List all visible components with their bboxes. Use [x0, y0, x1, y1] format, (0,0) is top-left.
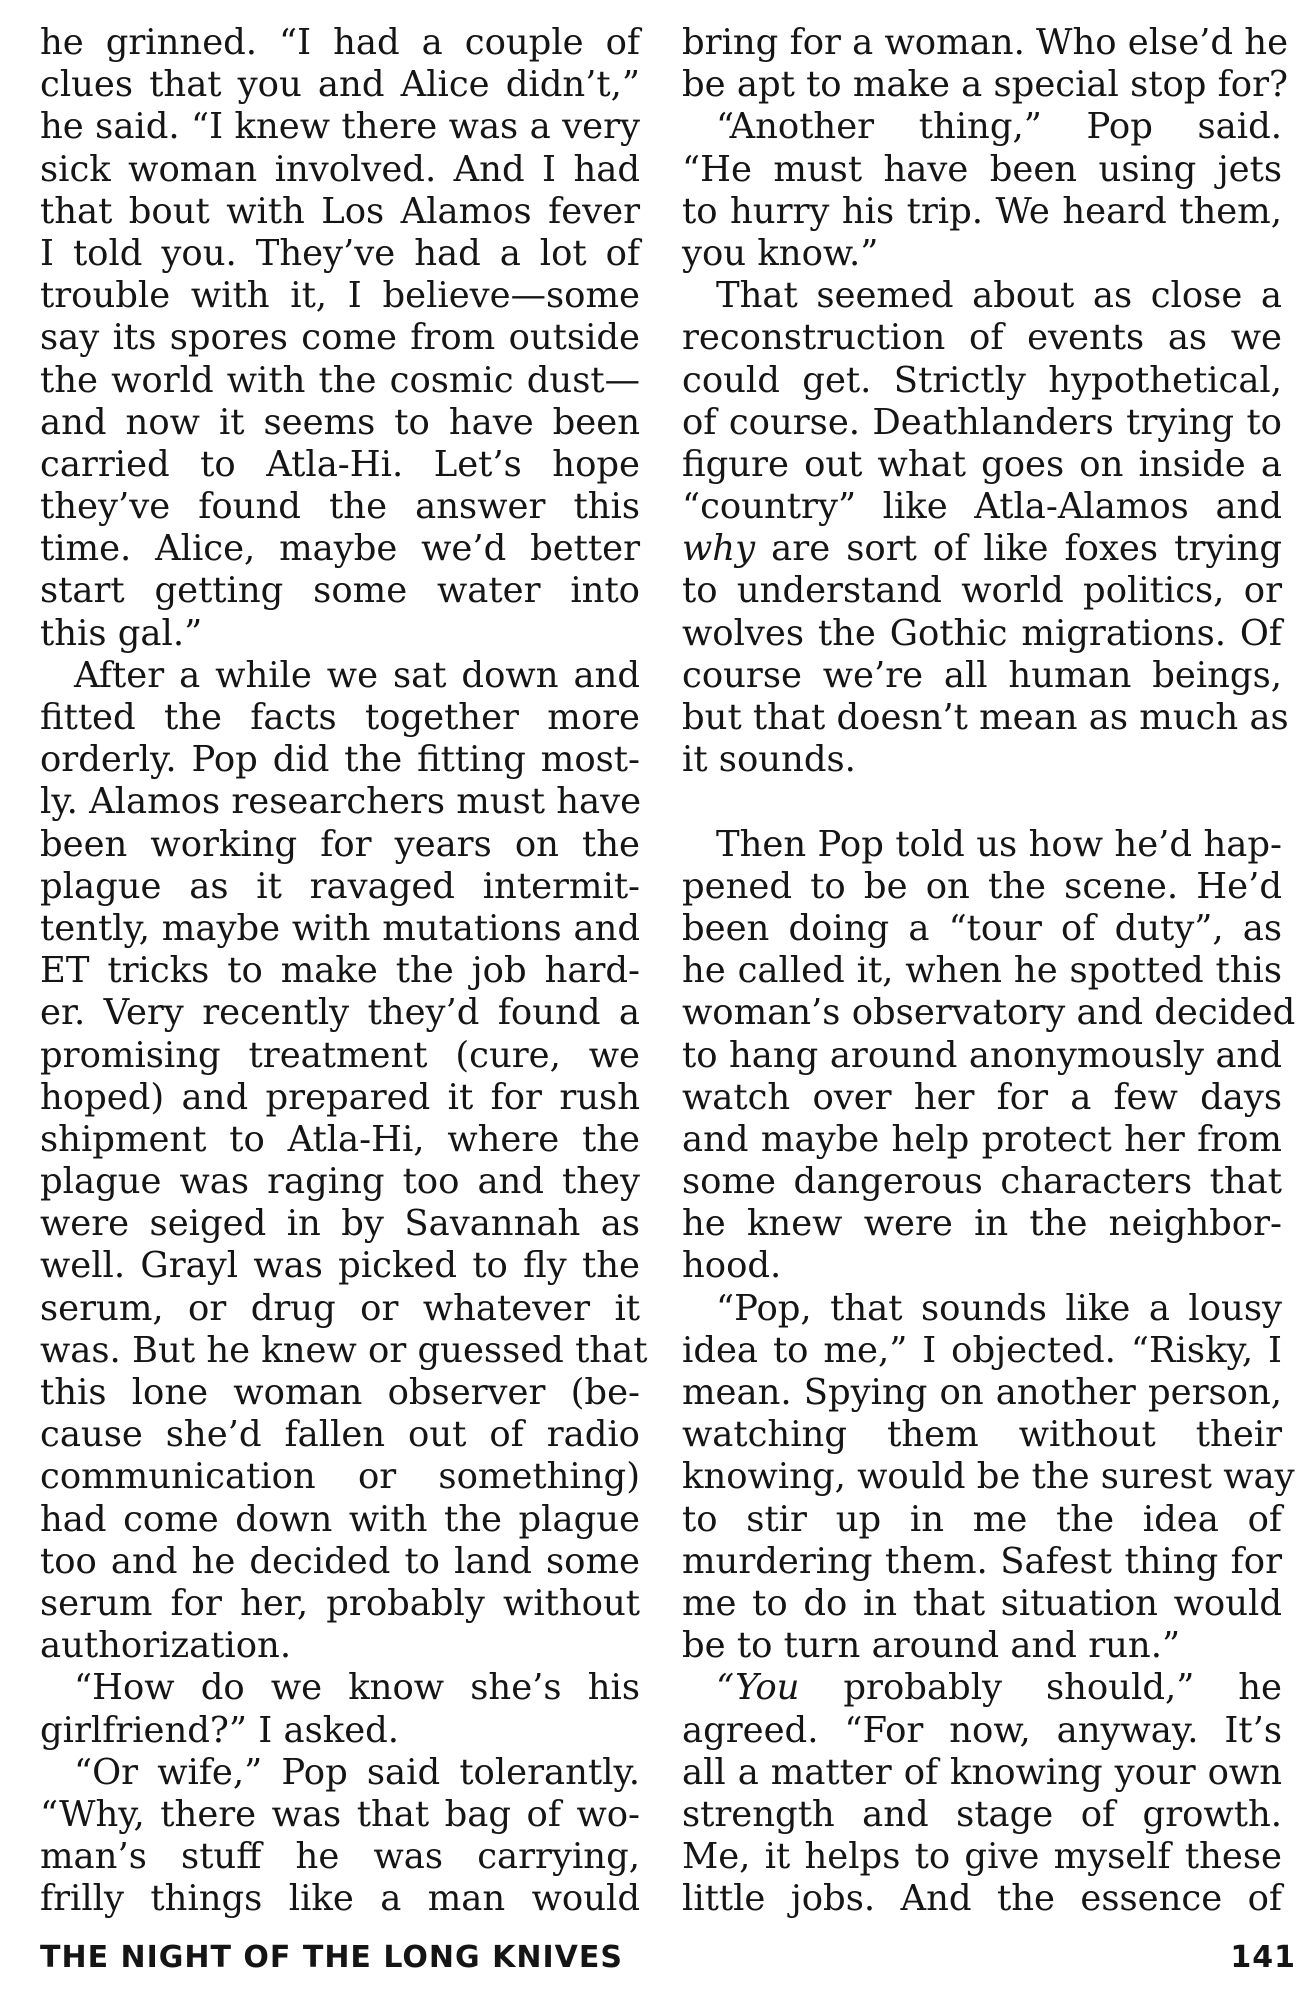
text-line: knowing, would be the surest way	[682, 1456, 1295, 1498]
text-line	[682, 528, 1282, 570]
text-line: carried to Atla-Hi. Let’s hope	[40, 443, 640, 485]
text-line: serum for her, probably without	[40, 1582, 640, 1624]
running-title: THE NIGHT OF THE LONG KNIVES	[40, 1940, 623, 1975]
text-line: idea to me,” I objected. “Risky, I	[682, 1329, 1282, 1371]
text-line: trouble with it, I believe—some	[40, 275, 640, 317]
text-line: man’s stuff he was carrying,	[40, 1836, 640, 1878]
text-line: he said. “I knew there was a very	[40, 106, 640, 148]
text-line: murdering them. Safest thing for	[682, 1540, 1282, 1582]
text-line: pened to be on the scene. He’d	[682, 865, 1282, 907]
text-line: too and he decided to land some	[40, 1540, 640, 1582]
text-line: mean. Spying on another person,	[682, 1372, 1282, 1413]
right-text-column	[682, 22, 1296, 1920]
text-line: start getting some water into	[40, 570, 640, 612]
text-line: plague as it ravaged intermit-	[40, 865, 640, 907]
text-line: all a matter of knowing your own	[682, 1751, 1282, 1793]
text-line: the world with the cosmic dust—	[40, 359, 640, 401]
text-line: to stir up in me the idea of	[682, 1498, 1282, 1540]
text-line: cause she’d fallen out of radio	[40, 1414, 640, 1456]
text-line: this lone woman observer (be-	[40, 1372, 640, 1413]
text-line: hood.	[682, 1245, 782, 1287]
text-line: After a while we sat down and	[74, 654, 640, 696]
text-line: I told you. They’ve had a lot of	[40, 232, 640, 274]
text-line: were seiged in by Savannah as	[40, 1203, 640, 1245]
paragraph-gap	[682, 781, 1282, 823]
text-line: it sounds.	[682, 739, 856, 781]
text-line: me to do in that situation would	[682, 1582, 1282, 1624]
text-line: say its spores come from outside	[40, 317, 640, 359]
text-line: “He must have been using jets	[682, 148, 1282, 190]
text-line: to understand world politics, or	[682, 570, 1282, 612]
text-line: some dangerous characters that	[682, 1161, 1282, 1203]
text-line: serum, or drug or whatever it	[40, 1287, 640, 1329]
text-line: be to turn around and run.”	[682, 1625, 1181, 1667]
italic-word: why	[682, 528, 756, 570]
text-line: to hang around anonymously and	[682, 1034, 1282, 1076]
text-line: he knew were in the neighbor-	[682, 1203, 1282, 1245]
text-line: “country” like Atla-Alamos and	[682, 486, 1282, 528]
text-line: been working for years on the	[40, 823, 640, 865]
text-line: “Why, there was that bag of wo-	[40, 1793, 640, 1835]
line-text: probably should,” he	[799, 1667, 1282, 1709]
italic-word: “You	[716, 1667, 800, 1709]
text-line: woman’s observatory and decided	[682, 992, 1296, 1034]
text-line: been doing a “tour of duty”, as	[682, 907, 1282, 949]
text-line: and maybe help protect her from	[682, 1118, 1282, 1160]
text-line: watch over her for a few days	[682, 1076, 1282, 1118]
text-line: well. Grayl was picked to fly the	[40, 1245, 640, 1287]
text-line: watching them without their	[682, 1414, 1282, 1456]
text-line: clues that you and Alice didn’t,”	[40, 64, 640, 106]
text-line: he grinned. “I had a couple of	[40, 22, 640, 63]
text-line: was. But he knew or guessed that	[40, 1329, 648, 1371]
text-line	[682, 1667, 1282, 1709]
text-line: to hurry his trip. We heard them,	[682, 190, 1282, 232]
text-line: little jobs. And the essence of	[682, 1878, 1282, 1920]
text-line: time. Alice, maybe we’d better	[40, 528, 640, 570]
page-footer	[40, 1936, 1300, 1980]
text-line: course we’re all human beings,	[682, 654, 1282, 696]
text-line: girlfriend?” I asked.	[40, 1709, 400, 1751]
left-text-column	[40, 22, 648, 1920]
text-line: shipment to Atla-Hi, where the	[40, 1118, 640, 1160]
text-line: ly. Alamos researchers must have	[40, 781, 642, 823]
text-line: they’ve found the answer this	[40, 486, 640, 528]
text-line: figure out what goes on inside a	[682, 443, 1282, 485]
text-line: communication or something)	[40, 1456, 640, 1498]
text-line: be apt to make a special stop for?	[682, 64, 1288, 106]
text-line: he called it, when he spotted this	[682, 950, 1282, 992]
text-line: tently, maybe with mutations and	[40, 907, 640, 949]
line-text: are sort of like foxes trying	[755, 528, 1282, 570]
text-line: plague was raging too and they	[40, 1161, 640, 1203]
text-line: “Or wife,” Pop said tolerantly.	[74, 1751, 640, 1793]
text-line: Then Pop told us how he’d hap-	[716, 823, 1282, 865]
text-line: could get. Strictly hypothetical,	[682, 359, 1282, 401]
text-line: orderly. Pop did the fitting most-	[40, 739, 640, 781]
text-line: fitted the facts together more	[40, 697, 640, 738]
text-line: sick woman involved. And I had	[40, 148, 640, 190]
text-line: bring for a woman. Who else’d he	[682, 22, 1289, 63]
text-line: Me, it helps to give myself these	[682, 1836, 1282, 1878]
page-number: 141	[1230, 1940, 1296, 1975]
text-line: had come down with the plague	[40, 1498, 640, 1540]
text-line: agreed. “For now, anyway. It’s	[682, 1709, 1282, 1751]
text-line: er. Very recently they’d found a	[40, 992, 640, 1034]
text-line: ET tricks to make the job hard-	[40, 950, 640, 992]
text-line: reconstruction of events as we	[682, 317, 1282, 359]
text-line: this gal.”	[40, 612, 203, 654]
text-line: you know.”	[682, 232, 879, 274]
text-line: “Another thing,” Pop said.	[716, 106, 1282, 148]
text-line: authorization.	[40, 1625, 292, 1667]
text-line: but that doesn’t mean as much as	[682, 697, 1289, 738]
text-line: “Pop, that sounds like a lousy	[716, 1287, 1282, 1329]
text-line: That seemed about as close a	[716, 275, 1282, 317]
text-line: that bout with Los Alamos fever	[40, 190, 640, 232]
text-line: hoped) and prepared it for rush	[40, 1076, 640, 1118]
text-line: of course. Deathlanders trying to	[682, 401, 1282, 443]
text-line: “How do we know she’s his	[74, 1667, 640, 1709]
text-line: strength and stage of growth.	[682, 1793, 1282, 1835]
text-line: and now it seems to have been	[40, 401, 640, 443]
text-line: promising treatment (cure, we	[40, 1034, 640, 1076]
text-line: frilly things like a man would	[40, 1878, 640, 1920]
text-line: wolves the Gothic migrations. Of	[682, 612, 1282, 654]
